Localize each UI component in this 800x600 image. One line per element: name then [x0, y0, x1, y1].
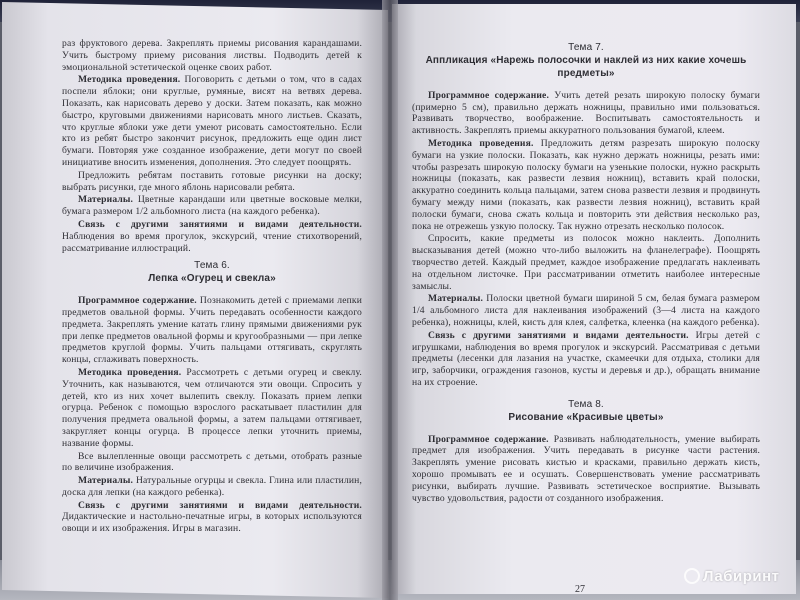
paragraph-text: Натуральные огурцы и свекла. Глина или пластилин, доска для лепки (на каждого ребенка).: [62, 475, 362, 498]
paragraph-text: Игры детей с игрушками, наблюдения во время прогулок и экскурсий. Рассматривая с детьми предметы (лесенки для лазания на участке, скамеечки для отдыха, столики для игр, заборчики, ограждения газонов, кусты и деревья и др.), обращать внимание на их строение.: [412, 329, 760, 388]
paragraph: [412, 138, 760, 232]
paragraph: [62, 451, 362, 475]
paragraph-text: Наблюдения во время прогулок, экскурсий, чтение стихотворений, рассматривание иллюстраций.: [62, 230, 362, 254]
watermark-text: Лабиринт: [703, 568, 780, 585]
paragraph-text: Поговорить с детьми о том, что в садах поспели яблоки; они круглые, румяные, висят на ветвях дерева. Показать, как нарисовать дерево у доски. Затем показать, как можно быстро, круговыми движениями нарисовать много листьев. Сказать, что круглые яблоки уже дети умеют рисовать самостоятельно. Если кто из ребят быстро закончит рисунок, предложить еще один лист бумаги. Повторяя уже созданное изображение, дети могут по своей инициативе вносить изменения, дополнения. Это следует поощрять.: [62, 74, 362, 168]
paragraph: [412, 434, 760, 505]
paragraph: [412, 90, 760, 137]
left-paragraphs-top: [62, 38, 362, 254]
right-paragraphs-top: [412, 90, 760, 389]
paragraph-text: Рассмотреть с детьми огурец и свеклу. Уточнить, как называются, чем отличаются эти овощи. Спросить у детей, кто из них хочет вылепить свеклу. Показать прием лепки огурца. Ребенок с помощью взрослого раскатывает пластилин для получения предмета овальной формы, а затем пальцами оттягивает, закругляет концы огурца. В процессе лепки уточнить приемы, название формы.: [62, 366, 362, 449]
paragraph-text: Предложить ребятам поставить готовые рисунки на доску; выбрать рисунки, где много яблонь нарисовали ребята.: [62, 169, 362, 193]
left-paragraphs-bottom: [62, 295, 362, 535]
paragraph: [412, 330, 760, 389]
paragraph: [412, 293, 760, 328]
paragraph: [62, 475, 362, 499]
topic-8-label: Тема 8.: [568, 398, 604, 410]
paragraph: [62, 295, 362, 366]
paragraph-text: Дидактические и настольно-печатные игры, в которых используются овощи и их изображения. Игры в магазин.: [62, 511, 362, 535]
left-page-text: [62, 38, 362, 536]
paragraph-lead: Программное содержание.: [78, 295, 197, 307]
topic-6-title: Лепка «Огурец и свекла»: [148, 273, 276, 285]
paragraph-lead: Методика проведения.: [78, 366, 182, 378]
paragraph-lead: Связь с другими занятиями и видами деятельности.: [78, 218, 362, 230]
paragraph-text: Предложить детям разрезать широкую полоску бумаги на узкие полоски. Показать, как нужно держать ножницы, резать ими: чтобы разрезать широкую полоску бумаги на узенькие полоски, нужно раскрыть ножницы (показать, как развести лезвия ножниц), вставить край полоски, аккуратно соединить кольца пальцами, затем снова развести лезвия и продвинуть бумагу между ними (показать, как развести лезвия ножниц), вставить край полоски бумаги, снова сжать кольца и повторить эти действия несколько раз, пока не отрежешь узкую полоску. Так нужно отрезать несколько полосок.: [412, 137, 760, 232]
topic-7-title: Аппликация «Нарежь полосочки и наклей из них какие хочешь предметы»: [425, 54, 747, 79]
paragraph-lead: Методика проведения.: [428, 137, 534, 149]
paragraph-text: Цветные карандаши или цветные восковые мелки, бумага размером 1/2 альбомного листа (на каждого ребенка).: [62, 194, 362, 218]
paragraph: [62, 194, 362, 218]
paragraph-text: Все вылепленные овощи рассмотреть с детьми, отобрать разные по величине изображения.: [62, 450, 362, 474]
paragraph: [62, 500, 362, 535]
paragraph-lead: Программное содержание.: [428, 89, 550, 101]
paragraph: [62, 74, 362, 168]
paragraph-lead: Материалы.: [428, 293, 484, 305]
topic-8-title: Рисование «Красивые цветы»: [508, 411, 664, 423]
watermark-logo: [684, 568, 780, 585]
paragraph-lead: Материалы.: [78, 194, 134, 206]
paragraph-lead: Связь с другими занятиями и видами деятельности.: [428, 329, 689, 341]
paragraph-text: Полоски цветной бумаги шириной 5 см, белая бумага размером 1/4 альбомного листа для наклеивания изображений (3—4 листа на каждого ребенка), ножницы, клей, кисть для клея, салфетка, клеенка (на каждого ребенка).: [412, 293, 760, 328]
topic-6-label: Тема 6.: [194, 260, 230, 272]
paragraph-lead: Связь с другими занятиями и видами деятельности.: [78, 499, 362, 511]
paragraph-text: Учить детей резать широкую полоску бумаги (примерно 5 см), правильно держать ножницы, правильно ими пользоваться. Развивать творчество, воображение. Воспитывать самостоятельность и активность. Закреплять приемы аккуратного пользования бумагой, клеем.: [412, 89, 760, 137]
paragraph: [62, 367, 362, 450]
paragraph-text: Развивать наблюдательность, умение выбирать предмет для изображения. Учить передавать в рисунке части растения. Закреплять умение рисовать кистью и красками, правильно держать кисть, хорошо промывать ее и осушать. Совершенствовать умение рассматривать рисунки, выбирать лучшие. Развивать эстетическое восприятие. Вызывать чувство удовольствия, радости от созданного изображения.: [412, 433, 760, 504]
paragraph-text: Познакомить детей с приемами лепки предметов овальной формы. Учить передавать особенности каждого предмета. Закреплять умение катать глину прямыми движениями рук при лепке предметов овальной формы и кругообразными — при лепке предметов круглой формы. Учить пальцами оттягивать, скруглять концы, сглаживать поверхность.: [62, 295, 362, 366]
topic-7-label: Тема 7.: [568, 42, 604, 53]
paragraph: [62, 170, 362, 194]
right-page-text: [412, 42, 760, 505]
labirint-logo-icon: [684, 568, 700, 584]
book-spine: [382, 0, 398, 600]
paragraph-text: раз фруктового дерева. Закреплять приемы рисования карандашами. Учить быстрому приему рисования листвы. Подводить детей к эмоциональной эстетической оценке своих работ.: [62, 38, 362, 73]
paragraph-text: Спросить, какие предметы из полосок можно наклеить. Дополнить высказывания детей (можно что-либо выложить на фланелеграфе). Поощрять творчество детей. Каждый предмет, каждое изображение предлагать наклеивать на отдельном листочке. При рассматривании отметить наиболее интересные замыслы.: [412, 233, 760, 292]
paragraph-lead: Методика проведения.: [78, 74, 181, 86]
right-paragraphs-bottom: [412, 434, 760, 505]
paragraph: [62, 38, 362, 73]
paragraph-lead: Материалы.: [78, 475, 134, 487]
paragraph: [412, 233, 760, 292]
paragraph: [62, 219, 362, 254]
paragraph-lead: Программное содержание.: [428, 433, 549, 445]
page-number: 27: [575, 584, 585, 595]
